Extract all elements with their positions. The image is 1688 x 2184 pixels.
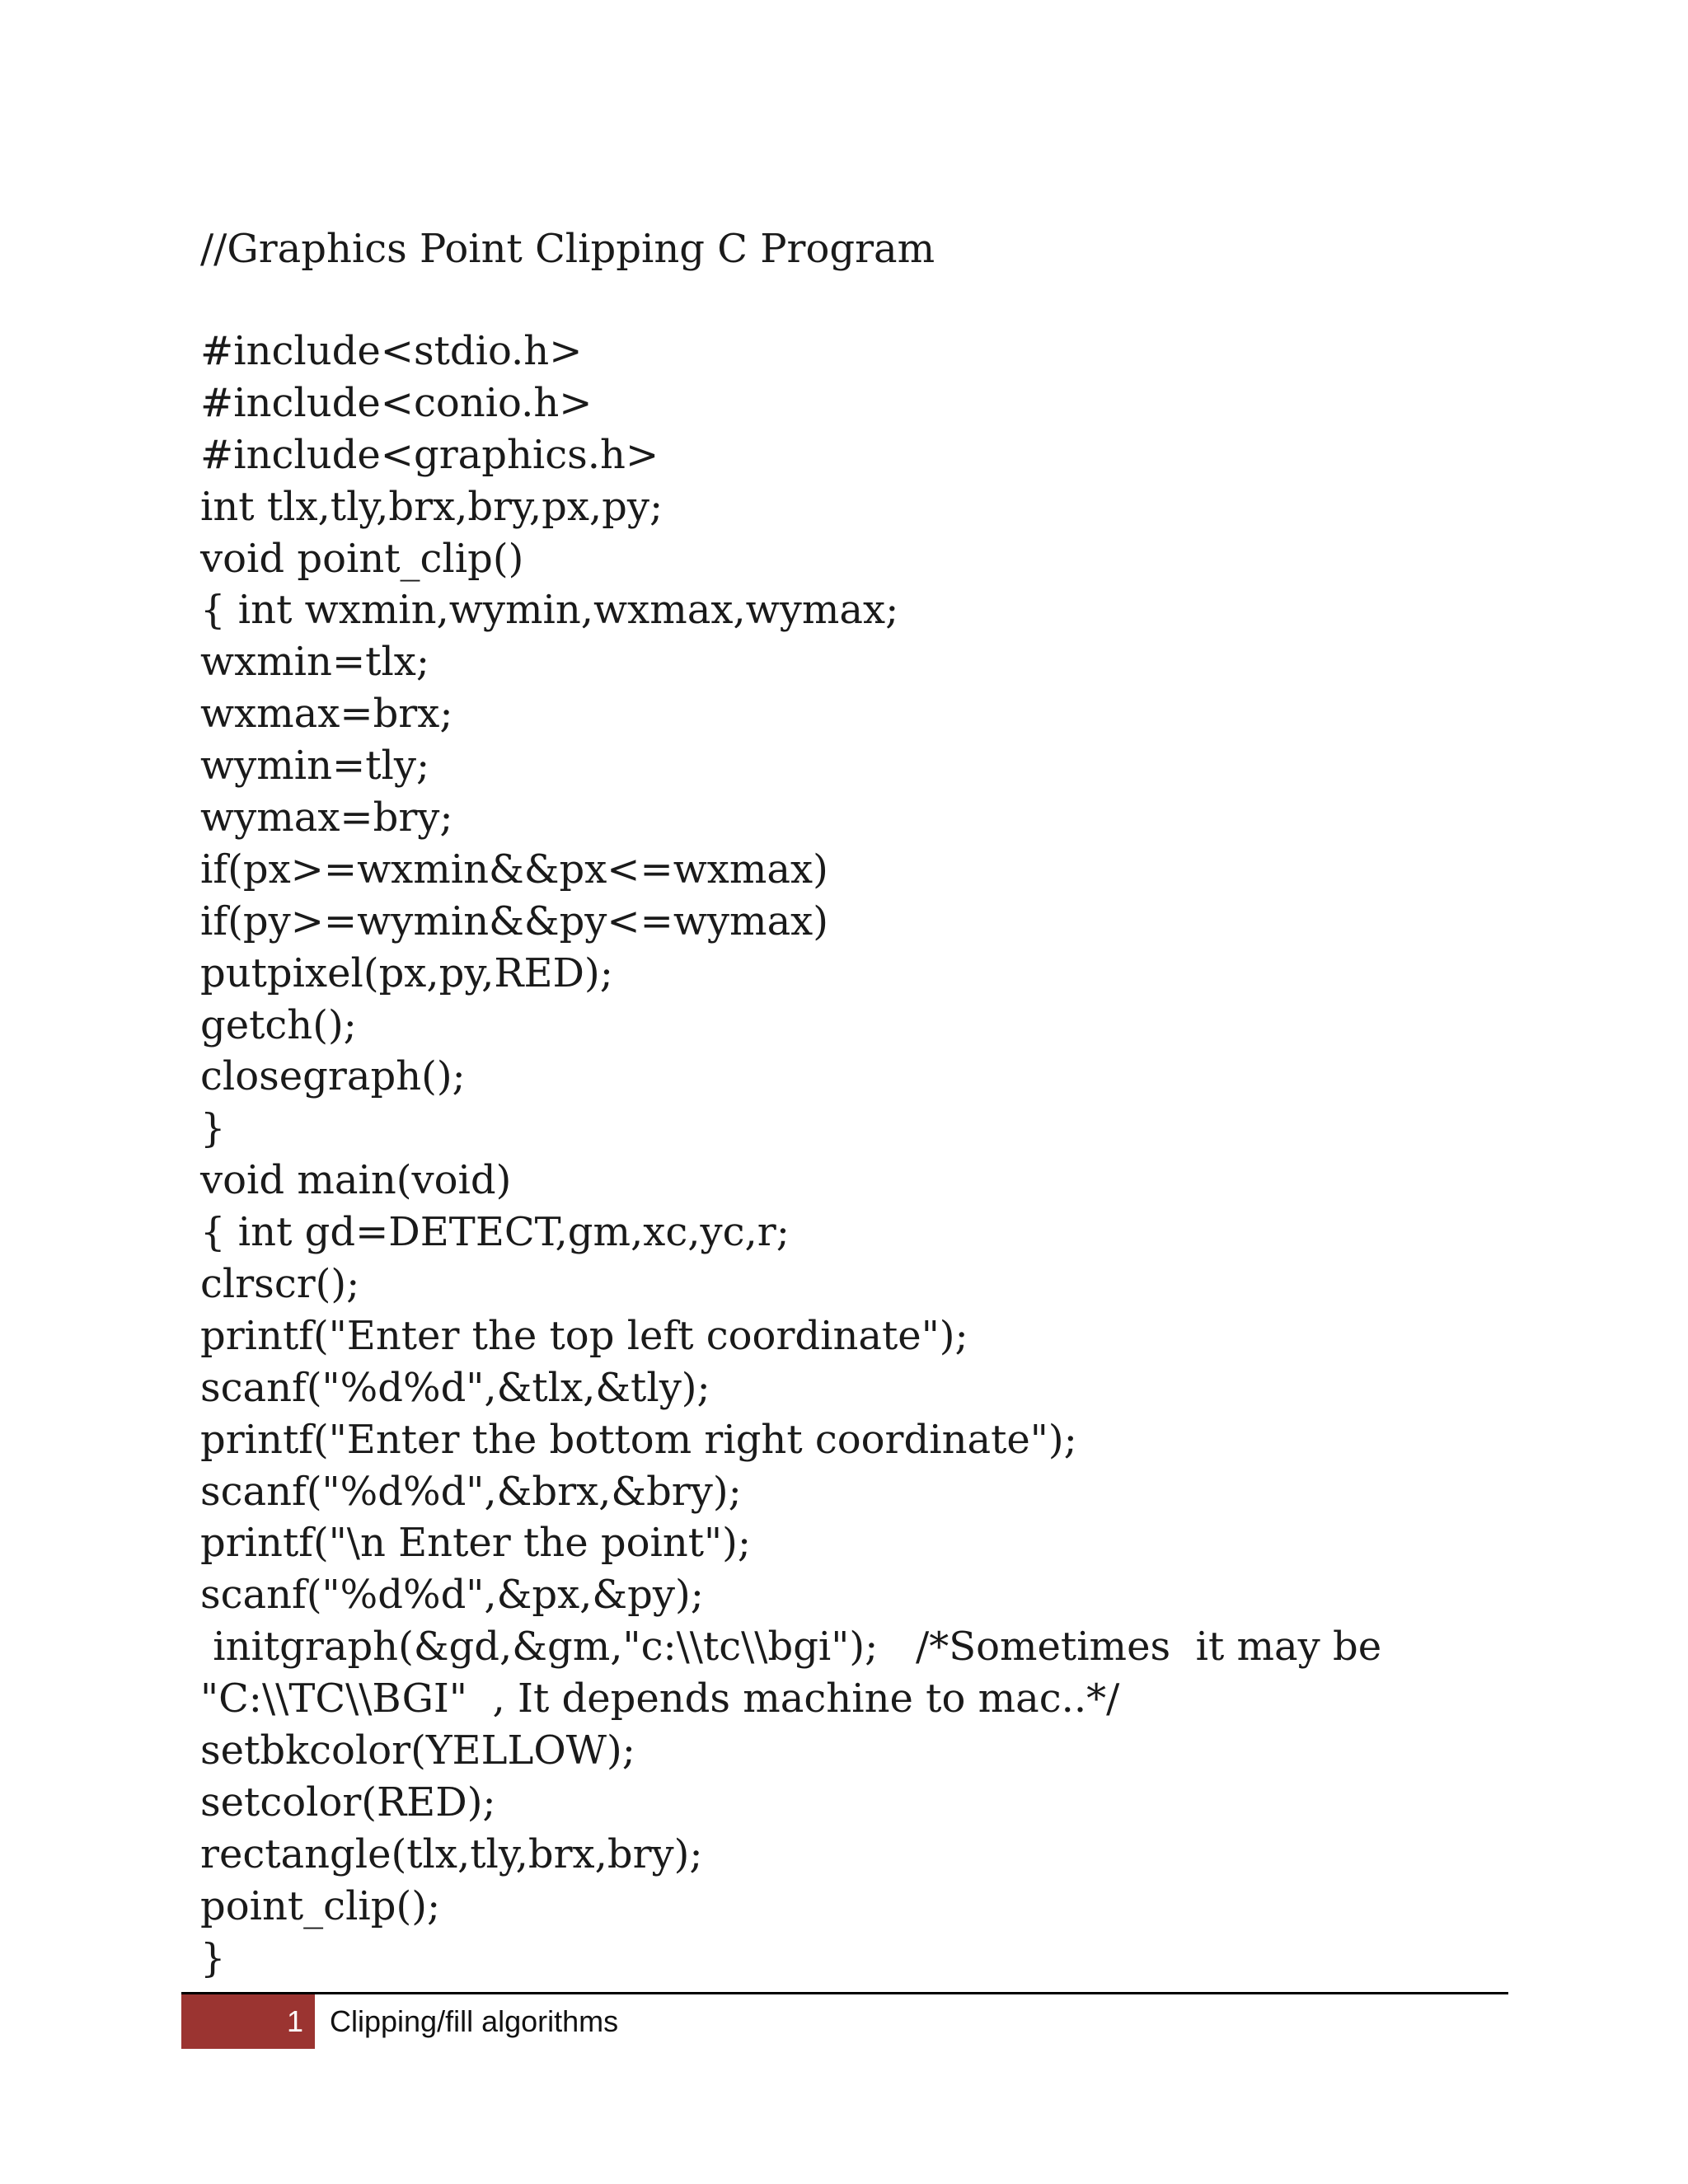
code-line: setcolor(RED);	[200, 1779, 496, 1825]
code-line: wymin=tly;	[200, 743, 430, 790]
code-line: printf("Enter the top left coordinate");	[200, 1312, 968, 1359]
code-line: }	[200, 1105, 226, 1152]
code-line: printf("Enter the bottom right coordinate");	[200, 1416, 1077, 1463]
document-heading: //Graphics Point Clipping C Program	[200, 226, 935, 272]
code-line: wxmin=tlx;	[200, 639, 430, 686]
footer-page-badge	[181, 1994, 315, 2049]
code-line: #include<stdio.h>	[200, 328, 583, 374]
code-line: if(px>=wxmin&&px<=wxmax)	[200, 846, 828, 893]
code-line: wxmax=brx;	[200, 691, 453, 738]
code-line: #include<graphics.h>	[200, 431, 659, 478]
code-line: closegraph();	[200, 1053, 466, 1100]
code-line: void point_clip()	[200, 535, 524, 582]
code-line: setbkcolor(YELLOW);	[200, 1727, 635, 1774]
code-line: scanf("%d%d",&brx,&bry);	[200, 1468, 742, 1515]
code-line: point_clip();	[200, 1882, 441, 1929]
code-line: clrscr();	[200, 1261, 360, 1308]
code-line: printf("\n Enter the point");	[200, 1520, 752, 1567]
code-line: #include<conio.h>	[200, 379, 593, 426]
code-line: scanf("%d%d",&px,&py);	[200, 1572, 704, 1619]
code-line: if(py>=wymin&&py<=wymax)	[200, 898, 828, 944]
code-line: rectangle(tlx,tly,brx,bry);	[200, 1830, 703, 1877]
code-line: scanf("%d%d",&tlx,&tly);	[200, 1364, 710, 1411]
code-block	[200, 326, 1601, 1985]
page-number: 1	[286, 2004, 303, 2038]
code-line: wymax=bry;	[200, 794, 453, 841]
code-line: "C:\\TC\\BGI" , It depends machine to mac..*/	[200, 1675, 1120, 1722]
footer-title: Clipping/fill algorithms	[330, 2004, 619, 2038]
code-line: int tlx,tly,brx,bry,px,py;	[200, 483, 663, 530]
code-line: putpixel(px,py,RED);	[200, 949, 613, 996]
code-line: getch();	[200, 1001, 357, 1048]
code-line: { int gd=DETECT,gm,xc,yc,r;	[200, 1209, 790, 1256]
code-line: }	[200, 1934, 226, 1981]
code-line: { int wxmin,wymin,wxmax,wymax;	[200, 587, 899, 634]
code-line: initgraph(&gd,&gm,"c:\\tc\\bgi"); /*Sometimes it may be	[200, 1624, 1382, 1671]
code-line: void main(void)	[200, 1157, 512, 1204]
